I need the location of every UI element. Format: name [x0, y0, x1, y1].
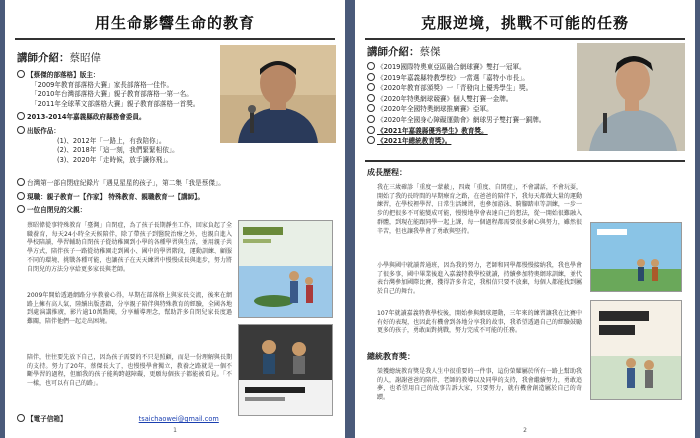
speaker-heading	[367, 44, 441, 59]
book-cover-2	[238, 324, 333, 416]
achievements-list	[367, 62, 577, 147]
page-number: 1	[173, 427, 177, 434]
achievement-item: 《2020年教育部頒獎》一「青發向上優秀學生」獎。	[377, 84, 533, 93]
speaker-photo	[220, 45, 336, 143]
award-paragraph: 榮獲總統教育獎是我人生中很重要的一件事，這份榮耀屬於所有一路上幫助我的人，謝謝爸爸的陪伴、老師的教導以及同學的支持，我會繼續努力，勇敢追夢，也希望用自己的故事告訴大家，只要努力，就有機會創造屬於自己的奇蹟。	[377, 368, 582, 402]
growth-heading: 成長歷程：	[367, 168, 407, 177]
bullet-icon	[367, 136, 375, 144]
paragraph-2: 2009年開始透過網路分享教養心得，早期在部落格上與家長交流，後來在網路上擁有高人氣，陸續出版書籍，分享親子陪伴與特殊教育的經驗，全國各地到處演講推廣，影片逾10萬點閱，分享輔導理念，幫助許多自閉兒家長度過難關，陪伴他們一起走出困境。	[27, 292, 232, 326]
publication-item: (1)、2012年「一路上，有我陪你」。	[57, 136, 166, 145]
growth-paragraph-3: 107年就讀嘉義特教學校後，開始參與網球運動，三年來的練習讓我在比賽中有好的表現，也因此有機會到各地分享我的故事，我希望透過自己的經驗鼓勵更多的孩子，勇敢面對挑戰，努力完成不可能的任務。	[377, 310, 582, 335]
speaker-extra	[17, 178, 339, 216]
credential-line: 「2009年教育部落格大賽」家長部落格一佳作。	[31, 80, 174, 89]
bullet-icon	[367, 73, 375, 81]
credential-line: 「2010年台灣部落格大賽」親子教育部落格一第一名。	[31, 90, 193, 99]
achievement-item: 《2019國際特奧東亞區融合網球賽》雙打一冠軍。	[377, 63, 526, 71]
bullet-icon	[367, 94, 375, 102]
bullet-icon	[17, 192, 25, 200]
section-divider	[365, 160, 685, 162]
title-divider	[15, 38, 335, 40]
bullet-icon	[17, 178, 25, 186]
bullet-icon	[17, 112, 25, 120]
award-heading: 總統教育獎：	[367, 352, 415, 361]
achievement-item: 《2021年嘉義縣優秀學生》教育獎。	[377, 126, 488, 135]
title-divider	[365, 38, 685, 40]
bullet-icon	[17, 205, 25, 213]
document-page-2	[355, 0, 695, 438]
bullet-icon	[17, 70, 25, 78]
bullet-icon	[367, 83, 375, 91]
publication-item: (3)、2020年「走時候，放手讓你飛」。	[57, 155, 173, 164]
father-heading: 一位自閉兒的父親：	[27, 206, 87, 215]
book-cover-4	[590, 300, 682, 400]
documentary-line: 台灣第一部自閉症紀錄片「遇見星星的孩子」，第二集「我是蔡傑」。	[27, 179, 225, 187]
book-cover-3	[590, 222, 682, 292]
credential-line: 2013-2014年嘉義縣政府縣務會委員。	[27, 113, 146, 122]
credential-line: 【蔡傑的部落格】版主：	[27, 71, 100, 79]
speaker-label: 講師介紹：	[17, 52, 70, 64]
speaker-photo	[577, 43, 685, 151]
growth-paragraph-2: 小學與國中就讀普通班，因為我的努力，老師和同學都慢慢接納我，我也學會了很多事，國中畢業後進入嘉義特教學校就讀，持續參加特奧網球訓練，並代表台灣參加國際比賽，獲得許多肯定，我相信只要不放棄，每個人都能找到屬於自己的舞台。	[377, 262, 582, 296]
achievement-item: 《2020年特奧網球競賽》個人雙打賽一金牌。	[377, 94, 513, 103]
page-number: 2	[523, 427, 527, 434]
publication-item: (2)、2018年「這一刻，我們緊緊相依」。	[57, 146, 179, 155]
page-title: 用生命影響生命的教育	[94, 14, 255, 32]
speaker-name: 蔡昭偉	[69, 52, 101, 64]
bullet-icon	[367, 104, 375, 112]
credential-line: 「2011年全球華文部落格大賽」親子教育部落格一首獎。	[31, 99, 200, 108]
bullet-icon	[17, 126, 25, 134]
paragraph-1: 蔡昭偉從事特殊教育「臺灣」自閉症，為了孩子長期靜坐工作，回家負起了全職養育，每天24小時全天候陪伴，除了帶孩子到醫院治療之外，也親自進入學校陪讀，學習輔助自閉孩子從幼稚園到小學的各種學習與生活，並用親子共學方式，陪伴孩子一路從幼稚園走到國小、國中的學習階段，運動訓練、顧服不同的環境、挑戰各種可能，也讓孩子在天天練習中慢慢成長與進步，努力將自閉兒的方法分享給更多家長與老師。	[27, 222, 232, 273]
achievement-item: 《2019年嘉義縣特教學校》一當選「嘉特小市長」。	[377, 73, 529, 82]
bullet-icon	[367, 115, 375, 123]
current-position: 現職：親子教育一【作家】 特殊教育、親職教育一【講師】。	[27, 192, 205, 201]
book-cover-1	[238, 220, 333, 318]
email-label: 【電子信箱】	[27, 415, 67, 423]
achievement-item: 《2020年全國身心障礙運動會》網球男子雙打賽一銅牌。	[377, 115, 546, 124]
bullet-icon	[367, 126, 375, 134]
achievement-item: 《2021年總統教育獎》。	[377, 137, 452, 146]
contact-row	[17, 414, 337, 425]
speaker-label: 講師介紹：	[367, 46, 420, 58]
achievement-item: 《2020年全國特奧網球推廣賽》亞軍。	[377, 105, 493, 114]
bullet-icon	[17, 414, 25, 422]
growth-paragraph-1: 我在三歲確診「重度一蒙蔽」，四歲「重度、自閉症」，不會講話，不會玩耍，開始了我的長時間的早期療育之路，在爸爸的陪伴下，我每天都做大量的運動練習，在學校裡學習、日常生活練習，也參加游泳、騎腳踏車等訓練，一步一步的把很多不可能變成可能，慢慢地學會表達自己的想法，從一開始很難融入群體，到現在能跟同學一起上課，每一個過程都需要很多耐心與努力，雖然很辛苦，但也讓我學會了勇敢與堅持。	[377, 184, 582, 235]
page-title: 克服逆境，挑戰不可能的任務	[420, 14, 629, 32]
paragraph-3: 陪伴，往往要先放下自己，因為孩子需要的不只是照顧，而是一份理解與長期的支持。努力了20年，蔡傑長大了，也慢慢學會獨立，教養之路就是一個不斷學習的過程，但願我的孩子能夠跨越障礙，更願每個孩子都能被看見。「不一樣，也可以有自己的路」。	[27, 354, 232, 388]
speaker-heading	[17, 50, 101, 65]
publications-label: 出版作品：	[27, 126, 60, 135]
document-page-1	[5, 0, 345, 438]
email-link[interactable]: tsaichaowei@gmail.com	[138, 415, 219, 423]
bullet-icon	[367, 62, 375, 70]
speaker-name: 蔡傑	[419, 46, 441, 58]
speaker-credentials	[17, 70, 217, 165]
